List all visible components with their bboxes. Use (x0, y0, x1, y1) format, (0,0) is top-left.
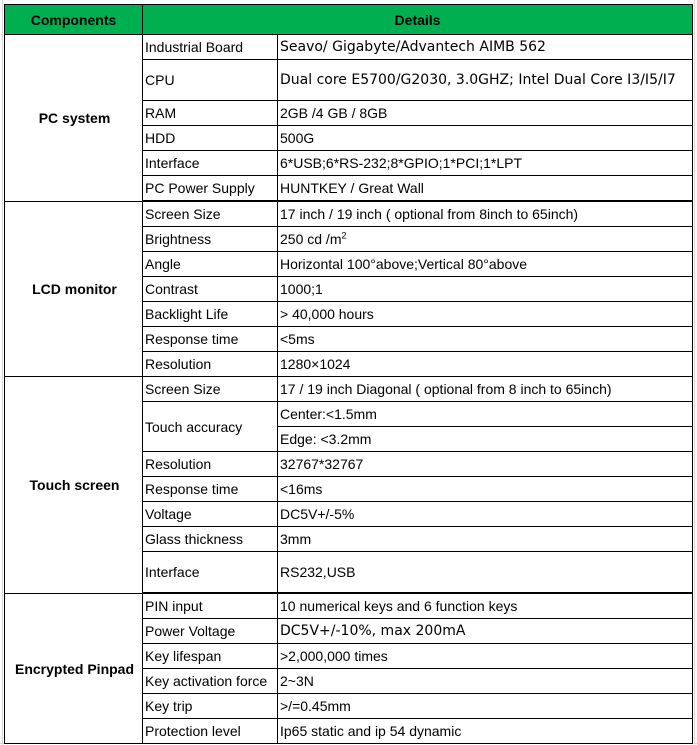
row-label[interactable]: Key lifespan (143, 644, 278, 669)
group-lcd-monitor[interactable]: LCD monitor (5, 202, 143, 377)
row-value[interactable]: Horizontal 100°above;Vertical 80°above (278, 252, 693, 277)
row-label[interactable]: Response time (143, 327, 278, 352)
row-label[interactable]: Response time (143, 477, 278, 502)
row-value[interactable]: 2GB /4 GB / 8GB (278, 101, 693, 126)
row-label[interactable]: Resolution (143, 452, 278, 477)
row-label[interactable]: Backlight Life (143, 302, 278, 327)
group-touch-screen[interactable]: Touch screen (5, 377, 143, 594)
row-label[interactable]: Industrial Board (143, 35, 278, 60)
row-label[interactable]: PC Power Supply (143, 176, 278, 201)
row-value[interactable]: DC5V+/-5% (278, 502, 693, 527)
row-label[interactable]: Protection level (143, 719, 278, 744)
table-row (5, 377, 693, 402)
row-label[interactable]: Resolution (143, 352, 278, 377)
row-value[interactable]: 2~3N (278, 669, 693, 694)
row-value[interactable]: Ip65 static and ip 54 dynamic (278, 719, 693, 744)
row-label[interactable]: Brightness (143, 227, 278, 252)
row-value[interactable]: <16ms (278, 477, 693, 502)
row-value[interactable]: <5ms (278, 327, 693, 352)
row-label[interactable]: Key trip (143, 694, 278, 719)
header-components[interactable]: Components (5, 5, 143, 35)
row-value[interactable]: 500G (278, 126, 693, 151)
row-value[interactable]: 6*USB;6*RS-232;8*GPIO;1*PCI;1*LPT (278, 151, 693, 176)
row-value[interactable]: Center:<1.5mm (278, 402, 693, 427)
row-label[interactable]: Power Voltage (143, 619, 278, 644)
table-row (5, 594, 693, 619)
row-label[interactable]: Key activation force (143, 669, 278, 694)
row-label[interactable]: Screen Size (143, 202, 278, 227)
row-value[interactable]: 32767*32767 (278, 452, 693, 477)
header-row (5, 5, 693, 35)
brightness-value: 250 cd /m (280, 231, 342, 247)
row-value[interactable] (278, 227, 693, 252)
row-label[interactable]: HDD (143, 126, 278, 151)
row-value[interactable]: 3mm (278, 527, 693, 552)
row-label[interactable]: Contrast (143, 277, 278, 302)
spec-table (4, 4, 693, 744)
row-value[interactable]: Edge: <3.2mm (278, 427, 693, 452)
row-label[interactable]: Angle (143, 252, 278, 277)
row-value[interactable]: 1280×1024 (278, 352, 693, 377)
row-label[interactable]: Glass thickness (143, 527, 278, 552)
group-encrypted-pinpad[interactable]: Encrypted Pinpad (5, 594, 143, 744)
row-value[interactable]: 17 / 19 inch Diagonal ( optional from 8 inch to 65inch) (278, 377, 693, 402)
row-value[interactable]: 1000;1 (278, 277, 693, 302)
row-value[interactable]: DC5V+/-10%, max 200mA (278, 619, 693, 644)
row-value[interactable]: 10 numerical keys and 6 function keys (278, 594, 693, 619)
row-value[interactable]: Seavo/ Gigabyte/Advantech AIMB 562 (278, 35, 693, 60)
row-value[interactable]: HUNTKEY / Great Wall (278, 176, 693, 201)
row-value[interactable]: >2,000,000 times (278, 644, 693, 669)
row-label[interactable]: Interface (143, 552, 278, 593)
row-value[interactable]: >/=0.45mm (278, 694, 693, 719)
row-value[interactable]: > 40,000 hours (278, 302, 693, 327)
row-value[interactable]: RS232,USB (278, 552, 693, 593)
table-row (5, 202, 693, 227)
brightness-superscript: 2 (341, 230, 347, 241)
header-details[interactable]: Details (143, 5, 693, 35)
row-label[interactable]: CPU (143, 60, 278, 101)
row-value[interactable]: 17 inch / 19 inch ( optional from 8inch to 65inch) (278, 202, 693, 227)
group-pc-system[interactable]: PC system (5, 35, 143, 202)
row-label[interactable]: Interface (143, 151, 278, 176)
row-label[interactable]: Voltage (143, 502, 278, 527)
row-value[interactable]: Dual core E5700/G2030, 3.0GHZ; Intel Dual Core I3/I5/I7 (278, 60, 693, 101)
row-label[interactable]: PIN input (143, 594, 278, 619)
sheet-gridline (694, 0, 695, 745)
sheet-gridline (2, 0, 3, 745)
row-label[interactable]: RAM (143, 101, 278, 126)
row-label[interactable]: Screen Size (143, 377, 278, 402)
table-row (5, 35, 693, 60)
row-label[interactable]: Touch accuracy (143, 402, 278, 452)
